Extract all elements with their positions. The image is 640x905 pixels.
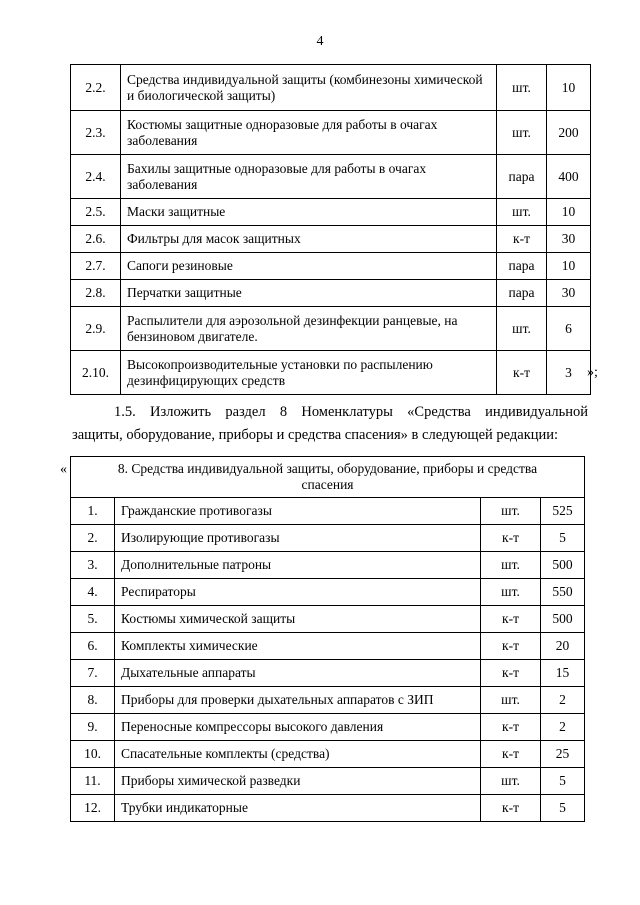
- item-quantity: 15: [541, 660, 585, 687]
- item-name: Костюмы химической защиты: [115, 606, 481, 633]
- item-quantity: 500: [541, 606, 585, 633]
- item-name: Высокопроизводительные установки по распылению дезинфицирующих средств: [121, 351, 497, 395]
- table-row: [71, 351, 591, 395]
- item-quantity: 30: [547, 280, 591, 307]
- item-quantity: 2: [541, 687, 585, 714]
- table-row: [71, 579, 585, 606]
- table-row: [71, 226, 591, 253]
- item-name: Изолирующие противогазы: [115, 525, 481, 552]
- table-row: [71, 525, 585, 552]
- item-unit: к-т: [481, 606, 541, 633]
- item-unit: шт.: [481, 687, 541, 714]
- item-unit: шт.: [481, 768, 541, 795]
- closing-quote: »;: [587, 365, 598, 380]
- table-row: [71, 606, 585, 633]
- item-quantity: 525: [541, 498, 585, 525]
- item-name: Распылители для аэрозольной дезинфекции ранцевые, на бензиновом двигателе.: [121, 307, 497, 351]
- row-number: 11.: [71, 768, 115, 795]
- item-quantity: 2: [541, 714, 585, 741]
- item-unit: пара: [497, 280, 547, 307]
- item-unit: к-т: [481, 714, 541, 741]
- item-quantity: 10: [547, 65, 591, 111]
- item-name: Фильтры для масок защитных: [121, 226, 497, 253]
- table-row: [71, 633, 585, 660]
- item-name: Средства индивидуальной защиты (комбинезоны химической и биологической защиты): [121, 65, 497, 111]
- table-row: [71, 741, 585, 768]
- item-name: Сапоги резиновые: [121, 253, 497, 280]
- item-unit: к-т: [481, 633, 541, 660]
- table-row: [71, 280, 591, 307]
- item-unit: шт.: [481, 498, 541, 525]
- section-title: 8. Средства индивидуальной защиты, оборудование, приборы и средства спасения: [71, 457, 585, 498]
- row-number: 9.: [71, 714, 115, 741]
- page-number: 4: [316, 34, 324, 49]
- item-name: Приборы для проверки дыхательных аппаратов с ЗИП: [115, 687, 481, 714]
- item-name: Переносные компрессоры высокого давления: [115, 714, 481, 741]
- equipment-table-section-8: [70, 456, 585, 822]
- row-number: 2.10.: [71, 351, 121, 395]
- table-row: [71, 768, 585, 795]
- row-number: 4.: [71, 579, 115, 606]
- item-unit: к-т: [481, 525, 541, 552]
- item-name: Спасательные комплекты (средства): [115, 741, 481, 768]
- item-unit: к-т: [481, 795, 541, 822]
- row-number: 3.: [71, 552, 115, 579]
- row-number: 2.8.: [71, 280, 121, 307]
- row-number: 1.: [71, 498, 115, 525]
- item-unit: пара: [497, 155, 547, 199]
- table-row: [71, 253, 591, 280]
- row-number: 5.: [71, 606, 115, 633]
- item-unit: к-т: [497, 226, 547, 253]
- row-number: 7.: [71, 660, 115, 687]
- table-row: [71, 660, 585, 687]
- row-number: 10.: [71, 741, 115, 768]
- item-unit: шт.: [497, 65, 547, 111]
- item-unit: шт.: [497, 199, 547, 226]
- row-number: 2.3.: [71, 111, 121, 155]
- item-name: Костюмы защитные одноразовые для работы в очагах заболевания: [121, 111, 497, 155]
- item-unit: шт.: [481, 552, 541, 579]
- row-number: 2.6.: [71, 226, 121, 253]
- item-name: Маски защитные: [121, 199, 497, 226]
- equipment-table-section-2: [70, 64, 591, 395]
- table-row: [71, 65, 591, 111]
- paragraph-line-1: 1.5. Изложить раздел 8 Номенклатуры «Средства индивидуальной: [114, 404, 588, 420]
- table-row: [71, 307, 591, 351]
- row-number: 2.: [71, 525, 115, 552]
- table-row: [71, 498, 585, 525]
- row-number: 6.: [71, 633, 115, 660]
- row-number: 2.2.: [71, 65, 121, 111]
- item-name: Гражданские противогазы: [115, 498, 481, 525]
- table-row: [71, 155, 591, 199]
- table-row: [71, 795, 585, 822]
- item-unit: к-т: [481, 741, 541, 768]
- item-quantity: 6: [547, 307, 591, 351]
- table-row: [71, 111, 591, 155]
- item-unit: к-т: [497, 351, 547, 395]
- item-quantity: 5: [541, 768, 585, 795]
- item-name: Дыхательные аппараты: [115, 660, 481, 687]
- table-row: [71, 687, 585, 714]
- item-quantity: 5: [541, 795, 585, 822]
- item-quantity: 25: [541, 741, 585, 768]
- item-name: Перчатки защитные: [121, 280, 497, 307]
- item-quantity: 500: [541, 552, 585, 579]
- row-number: 2.4.: [71, 155, 121, 199]
- item-name: Комплекты химические: [115, 633, 481, 660]
- item-unit: шт.: [481, 579, 541, 606]
- opening-quote: «: [60, 462, 67, 477]
- section-header-row: [71, 457, 585, 498]
- item-quantity: 20: [541, 633, 585, 660]
- row-number: 2.9.: [71, 307, 121, 351]
- table-row: [71, 714, 585, 741]
- item-name: Трубки индикаторные: [115, 795, 481, 822]
- item-unit: пара: [497, 253, 547, 280]
- row-number: 12.: [71, 795, 115, 822]
- item-quantity: 3: [547, 351, 591, 395]
- item-name: Респираторы: [115, 579, 481, 606]
- item-unit: шт.: [497, 111, 547, 155]
- item-name: Дополнительные патроны: [115, 552, 481, 579]
- item-unit: шт.: [497, 307, 547, 351]
- table-row: [71, 552, 585, 579]
- row-number: 2.7.: [71, 253, 121, 280]
- item-quantity: 10: [547, 199, 591, 226]
- row-number: 8.: [71, 687, 115, 714]
- item-name: Приборы химической разведки: [115, 768, 481, 795]
- row-number: 2.5.: [71, 199, 121, 226]
- item-quantity: 10: [547, 253, 591, 280]
- item-name: Бахилы защитные одноразовые для работы в очагах заболевания: [121, 155, 497, 199]
- paragraph-line-2: защиты, оборудование, приборы и средства спасения» в следующей редакции:: [72, 427, 559, 443]
- item-quantity: 5: [541, 525, 585, 552]
- item-quantity: 400: [547, 155, 591, 199]
- item-quantity: 200: [547, 111, 591, 155]
- item-quantity: 30: [547, 226, 591, 253]
- item-unit: к-т: [481, 660, 541, 687]
- item-quantity: 550: [541, 579, 585, 606]
- table-row: [71, 199, 591, 226]
